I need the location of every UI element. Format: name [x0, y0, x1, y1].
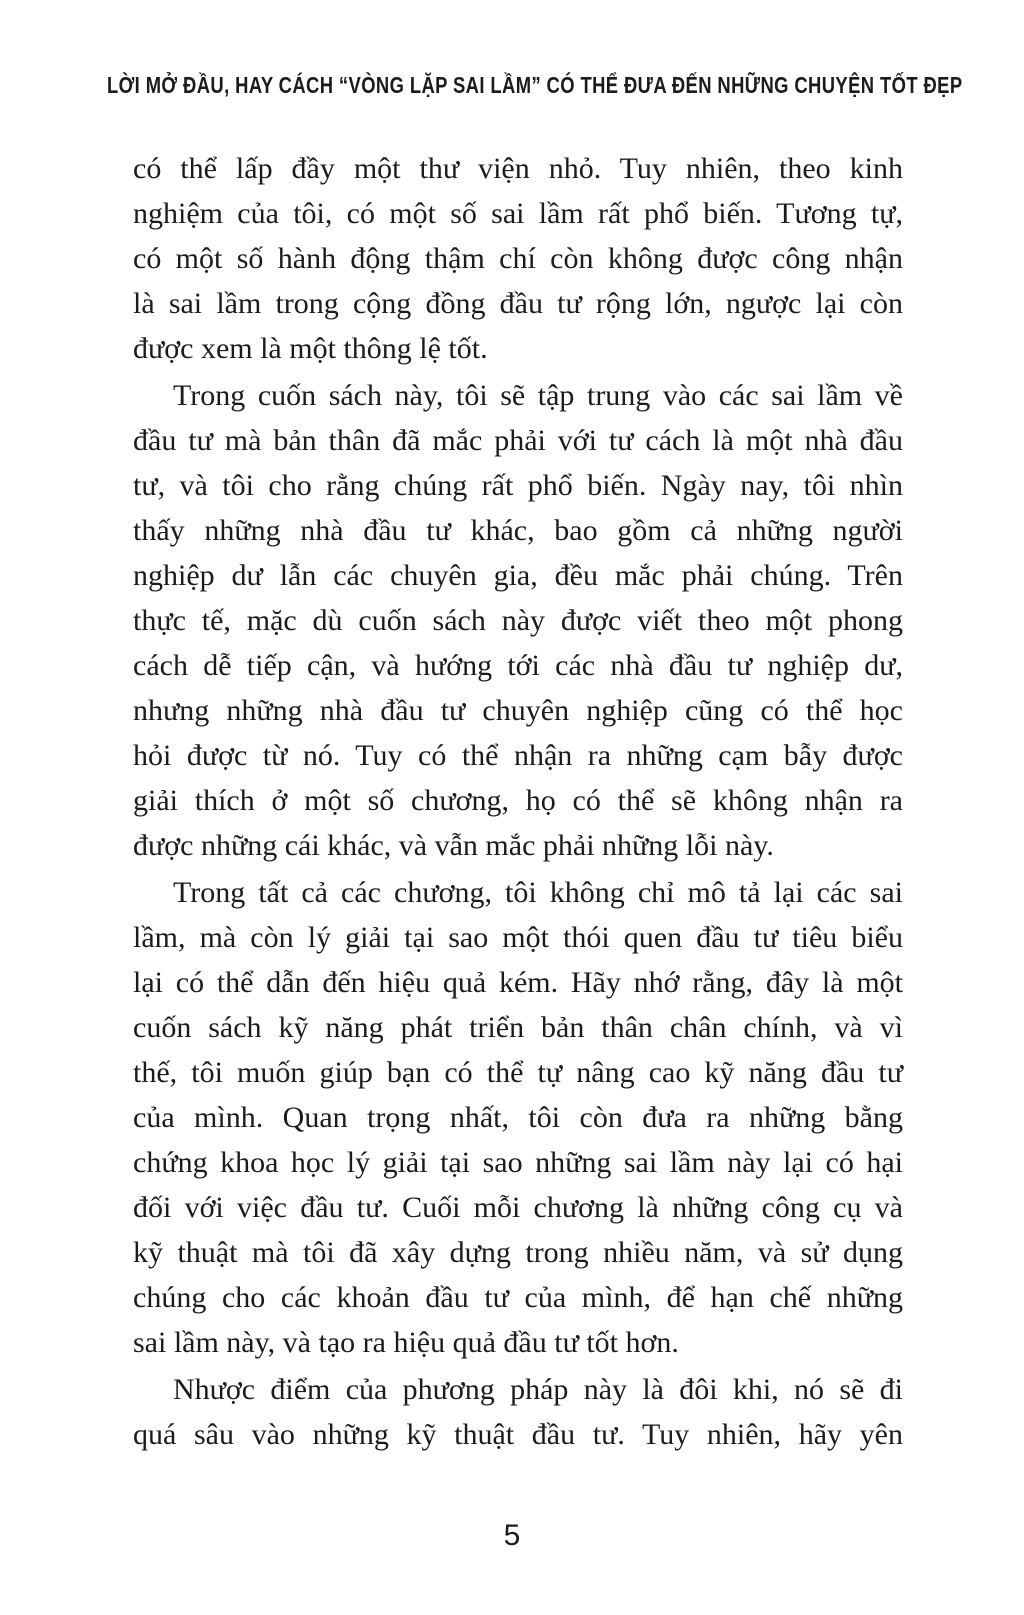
text-line: sai lầm này, và tạo ra hiệu quả đầu tư tốt hơn. [133, 1326, 679, 1359]
text-line: kỹ thuật mà tôi đã xây dựng trong nhiều năm, và sử dụng [133, 1236, 903, 1269]
body-text [133, 146, 903, 1459]
text-line: cuốn sách kỹ năng phát triển bản thân chân chính, và vì [133, 1011, 903, 1044]
text-line: nhưng những nhà đầu tư chuyên nghiệp cũng có thể học [133, 694, 903, 727]
text-line: tư, và tôi cho rằng chúng rất phổ biến. Ngày nay, tôi nhìn [133, 469, 903, 502]
text-line: có thể lấp đầy một thư viện nhỏ. Tuy nhiên, theo kinh [133, 152, 903, 185]
text-line: được những cái khác, và vẫn mắc phải những lỗi này. [133, 829, 774, 862]
text-line: quá sâu vào những kỹ thuật đầu tư. Tuy nhiên, hãy yên [133, 1418, 903, 1451]
paragraph [133, 1367, 903, 1457]
paragraph [133, 870, 903, 1365]
running-head-text: LỜI MỞ ĐẦU, HAY CÁCH “VÒNG LẶP SAI LẦM” CÓ THỂ ĐƯA ĐẾN NHỮNG CHUYỆN TỐT ĐẸP [106, 72, 963, 98]
text-line: đầu tư mà bản thân đã mắc phải với tư cách là một nhà đầu [133, 424, 903, 457]
text-line: giải thích ở một số chương, họ có thể sẽ không nhận ra [133, 784, 903, 817]
text-line: thực tế, mặc dù cuốn sách này được viết theo một phong [133, 604, 903, 637]
text-line: chúng cho các khoản đầu tư của mình, để hạn chế những [133, 1281, 903, 1314]
text-line: Nhược điểm của phương pháp này là đôi khi, nó sẽ đi [173, 1373, 903, 1406]
text-line: thế, tôi muốn giúp bạn có thể tự nâng cao kỹ năng đầu tư [133, 1056, 903, 1089]
text-line: nghiệp dư lẫn các chuyên gia, đều mắc phải chúng. Trên [133, 559, 903, 592]
text-line: lại có thể dẫn đến hiệu quả kém. Hãy nhớ rằng, đây là một [133, 966, 903, 999]
text-line: thấy những nhà đầu tư khác, bao gồm cả những người [133, 514, 903, 547]
running-head [0, 72, 1024, 99]
paragraph [133, 373, 903, 868]
text-line: lầm, mà còn lý giải tại sao một thói quen đầu tư tiêu biểu [133, 921, 903, 954]
text-line: đối với việc đầu tư. Cuối mỗi chương là những công cụ và [133, 1191, 903, 1224]
text-line: là sai lầm trong cộng đồng đầu tư rộng lớn, ngược lại còn [133, 287, 903, 320]
text-line: nghiệm của tôi, có một số sai lầm rất phổ biến. Tương tự, [133, 197, 903, 230]
text-line: Trong tất cả các chương, tôi không chỉ mô tả lại các sai [173, 876, 903, 909]
text-line: Trong cuốn sách này, tôi sẽ tập trung vào các sai lầm về [173, 379, 903, 412]
text-line: cách dễ tiếp cận, và hướng tới các nhà đầu tư nghiệp dư, [133, 649, 903, 682]
text-line: có một số hành động thậm chí còn không được công nhận [133, 242, 903, 275]
text-line: của mình. Quan trọng nhất, tôi còn đưa ra những bằng [133, 1101, 903, 1134]
paragraph [133, 146, 903, 371]
page-number: 5 [503, 1519, 521, 1552]
text-line: hỏi được từ nó. Tuy có thể nhận ra những cạm bẫy được [133, 739, 903, 772]
text-line: chứng khoa học lý giải tại sao những sai lầm này lại có hại [133, 1146, 903, 1179]
text-line: được xem là một thông lệ tốt. [133, 332, 488, 365]
